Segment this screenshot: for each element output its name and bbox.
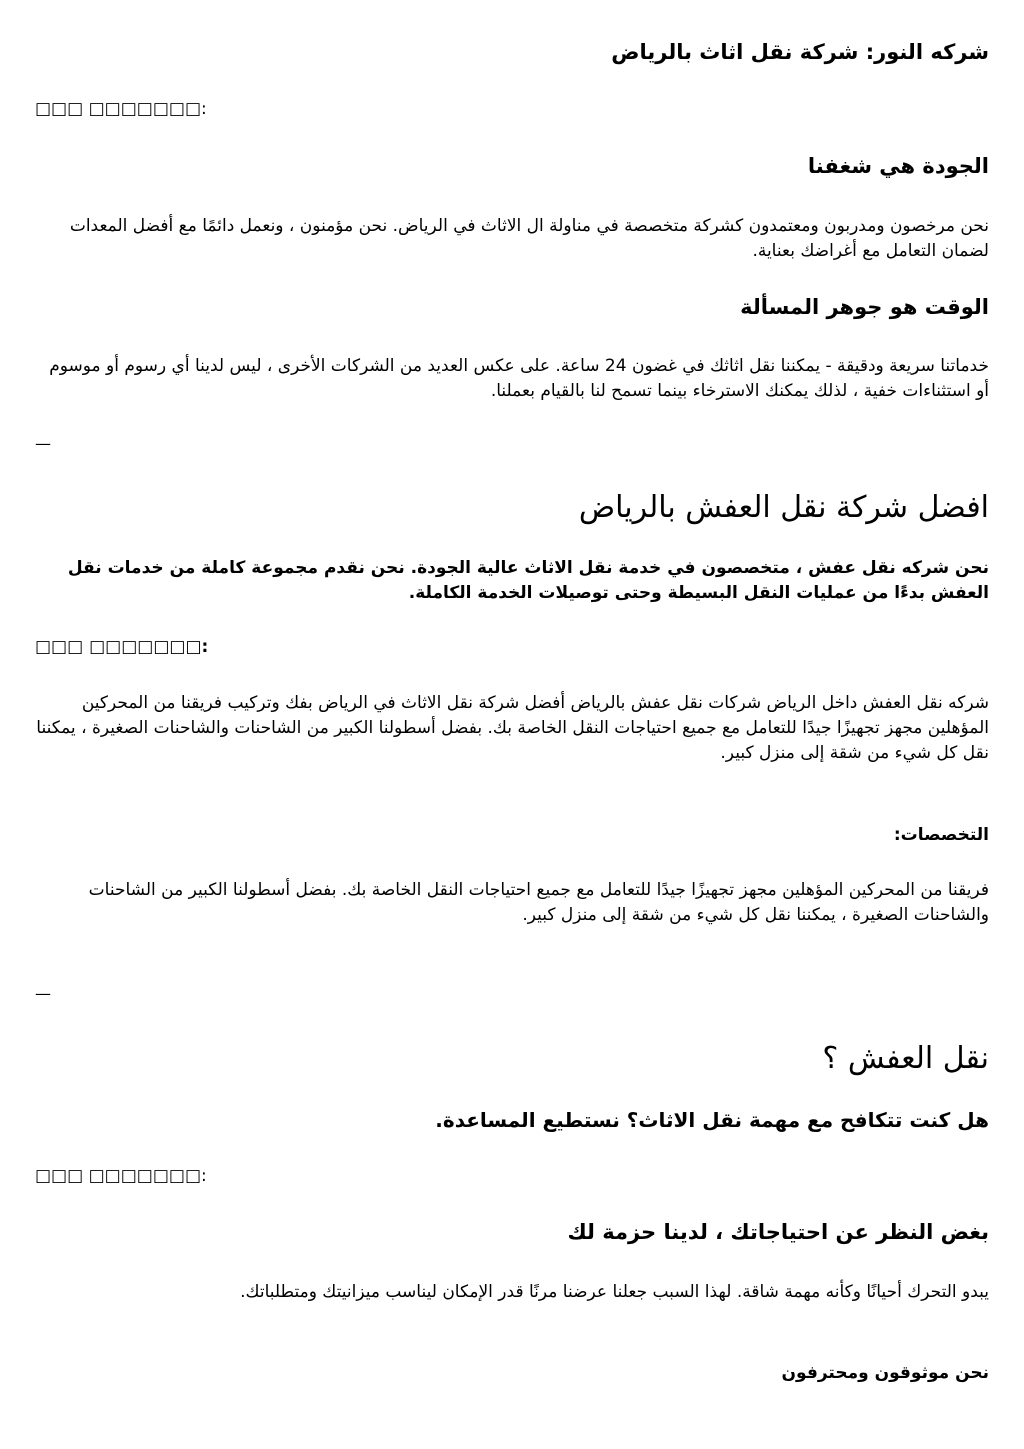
paragraph-services: شركه نقل العفش داخل الرياض شركات نقل عفش بالرياض أفضل شركة نقل الاثاث في الرياض بفك وتركيب فريقنا من المحركين المؤهلين مجهز تجهيزًا جيدًا للتعامل مع جميع احتياجات النقل الخاصة بك. بفضل أسطولنا الكبير من الشاحنات والشاحنات الصغيرة ، يمكننا نقل كل شيء من شقة إلى منزل كبير. xyxy=(36,693,989,763)
heading-quality: الجودة هي شغفنا xyxy=(807,154,989,178)
heading-question: هل كنت تتكافح مع مهمة نقل الاثاث؟ نستطيع المساعدة. xyxy=(435,1108,989,1132)
paragraph-time: خدماتنا سريعة ودقيقة - يمكننا نقل اثاثك في غضون 24 ساعة. على عكس العديد من الشركات الأخرى ، ليس لدينا أي رسوم أو موسوم أو استثناءات خفية ، لذلك يمكنك الاسترخاء بينما تسمح لنا بالقيام بعملنا. xyxy=(49,356,989,401)
divider: — xyxy=(35,984,51,1003)
heading-time: الوقت هو جوهر المسألة xyxy=(740,295,989,319)
heading-moving: نقل العفش ؟ xyxy=(822,1041,989,1076)
heading-best-company: افضل شركة نقل العفش بالرياض xyxy=(578,490,989,525)
section-label: □□□ □□□□□□□: xyxy=(35,99,207,119)
paragraph-specialties: فريقنا من المحركين المؤهلين مجهز تجهيزًا جيدًا للتعامل مع جميع احتياجات النقل الخاصة بك. بفضل أسطولنا الكبير من الشاحنات والشاحنات الصغيرة ، يمكننا نقل كل شيء من شقة إلى منزل كبير. xyxy=(88,880,989,925)
specialties-label: التخصصات: xyxy=(893,825,989,845)
section-label: □□□ □□□□□□□: xyxy=(35,1166,207,1186)
section-label: □□□ □□□□□□□: xyxy=(35,637,209,657)
heading-reliable: نحن موثوقون ومحترفون xyxy=(781,1363,989,1383)
lead-paragraph: نحن شركه نقل عفش ، متخصصون في خدمة نقل الاثاث عالية الجودة. نحن نقدم مجموعة كاملة من خدمات نقل العفش بدءًا من عمليات النقل البسيطة وحتى توصيلات الخدمة الكاملة. xyxy=(67,558,989,603)
heading-packages: بغض النظر عن احتياجاتك ، لدينا حزمة لك xyxy=(567,1220,989,1244)
page-title: شركه النور: شركة نقل اثاث بالرياض xyxy=(611,40,989,64)
divider: — xyxy=(35,434,51,453)
paragraph-packages: يبدو التحرك أحيانًا وكأنه مهمة شاقة. لهذا السبب جعلنا عرضنا مرنًا قدر الإمكان ليناسب ميزانيتك ومتطلباتك. xyxy=(240,1282,989,1302)
paragraph-quality: نحن مرخصون ومدربون ومعتمدون كشركة متخصصة في مناولة ال الاثاث في الرياض. نحن مؤمنون ، ونعمل دائمًا مع أفضل المعدات لضمان التعامل مع أغراضك بعناية. xyxy=(69,216,989,261)
